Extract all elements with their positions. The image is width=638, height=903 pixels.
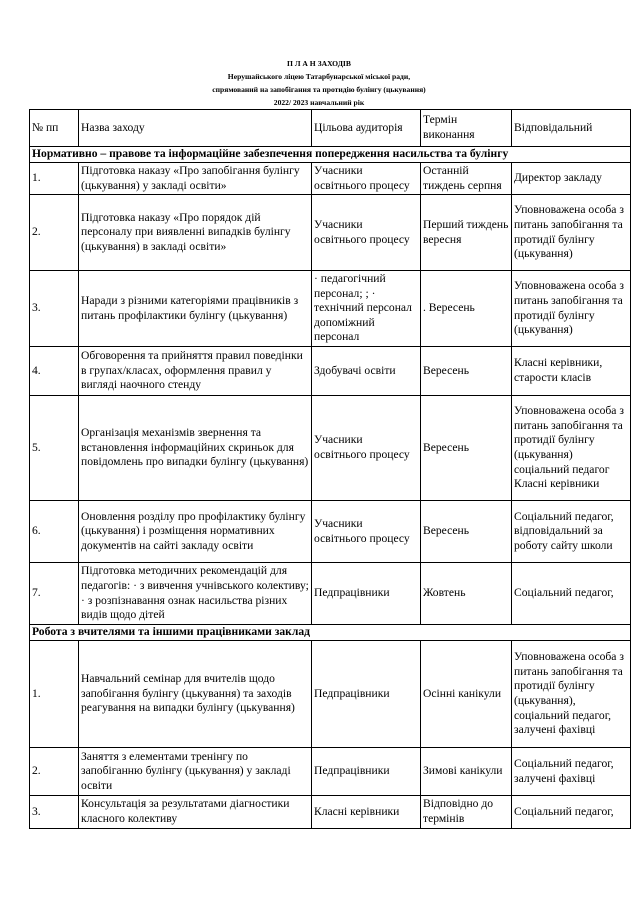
row-audience: Педпрацівники [312,563,421,625]
row-responsible: Класні керівники, старости класів [512,347,631,396]
plan-title: П Л А Н ЗАХОДІВ [287,59,351,68]
document-header [0,57,638,109]
row-term: Відповідно до термінів [421,796,512,829]
row-term: Вересень [421,347,512,396]
row-audience: Учасники освітнього процесу [312,195,421,271]
col-header-responsible: Відповідальний [512,110,631,147]
row-num: 2. [30,748,79,796]
row-num: 2. [30,195,79,271]
row-term: Осінні канікули [421,641,512,748]
row-audience: · педагогічний персонал; ; · технічний персонал допоміжний персонал [312,271,421,347]
section-row [30,625,631,641]
col-header-term: Термін виконання [421,110,512,147]
col-header-audience: Цільова аудиторія [312,110,421,147]
table-row [30,195,631,271]
row-audience: Здобувачі освіти [312,347,421,396]
row-responsible: Уповноважена особа з питань запобігання та протидії булінгу (цькування) соціальний педагог Класні керівники [512,396,631,501]
row-name: Підготовка наказу «Про порядок дій персоналу при виявленні випадків булінгу (цькування) в закладі освіти» [79,195,312,271]
table-row [30,748,631,796]
table-row [30,796,631,829]
table-row [30,347,631,396]
row-name: Наради з різними категоріями працівників з питань профілактики булінгу (цькування) [79,271,312,347]
row-audience: Учасники освітнього процесу [312,396,421,501]
row-name: Організація механізмів звернення та встановлення інформаційних скриньок для повідомлень про випадки булінгу (цькування) [79,396,312,501]
row-num: 4. [30,347,79,396]
row-term: Перший тиждень вересня [421,195,512,271]
row-name: Заняття з елементами тренінгу по запобіганню булінгу (цькування) у закладі освіти [79,748,312,796]
table-row [30,271,631,347]
row-num: 5. [30,396,79,501]
row-responsible: Уповноважена особа з питань запобігання та протидії булінгу (цькування), соціальний педагог, залучені фахівці [512,641,631,748]
row-responsible: Соціальний педагог, [512,563,631,625]
row-audience: Педпрацівники [312,748,421,796]
row-name: Навчальний семінар для вчителів щодо запобігання булінгу (цькування) та заходів реагування на випадки булінгу (цькування) [79,641,312,748]
row-responsible: Уповноважена особа з питань запобігання та протидії булінгу (цькування) [512,195,631,271]
section-row [30,147,631,163]
row-name: Підготовка наказу «Про запобігання булінгу (цькування) у закладі освіти» [79,163,312,195]
table-row [30,163,631,195]
table-row [30,501,631,563]
row-audience: Учасники освітнього процесу [312,501,421,563]
row-num: 7. [30,563,79,625]
row-term: Вересень [421,501,512,563]
col-header-name: Назва заходу [79,110,312,147]
row-responsible: Соціальний педагог, відповідальний за роботу сайту школи [512,501,631,563]
row-responsible: Директор закладу [512,163,631,195]
row-responsible: Уповноважена особа з питань запобігання та протидії булінгу (цькування) [512,271,631,347]
row-audience: Учасники освітнього процесу [312,163,421,195]
row-num: 1. [30,163,79,195]
purpose-line: спрямований на запобігання та протидію булінгу (цькування) [212,85,426,94]
row-term: Зимові канікули [421,748,512,796]
table-row [30,396,631,501]
row-term: Жовтень [421,563,512,625]
row-num: 1. [30,641,79,748]
row-num: 3. [30,271,79,347]
table-row [30,641,631,748]
row-num: 3. [30,796,79,829]
table-header-row [30,110,631,147]
institution-line: Нерушайського ліцею Татарбунарської міської ради, [227,72,411,81]
row-term: Вересень [421,396,512,501]
row-name: Підготовка методичних рекомендацій для педагогів: · з вивчення учнівського колективу; · з розпізнавання ознак насильства різних видів щодо дітей [79,563,312,625]
plan-table [29,109,631,829]
row-term: . Вересень [421,271,512,347]
row-audience: Класні керівники [312,796,421,829]
row-name: Обговорення та прийняття правил поведінки в групах/класах, оформлення правил у вигляді наочного стенду [79,347,312,396]
col-header-num: № пп [30,110,79,147]
row-audience: Педпрацівники [312,641,421,748]
row-responsible: Соціальний педагог, залучені фахівці [512,748,631,796]
table-row [30,563,631,625]
row-num: 6. [30,501,79,563]
row-name: Консультація за результатами діагностики класного колективу [79,796,312,829]
row-name: Оновлення розділу про профілактику булінгу (цькування) і розміщення нормативних документів на сайті закладу освіти [79,501,312,563]
row-responsible: Соціальний педагог, [512,796,631,829]
school-year-line: 2022/ 2023 навчальний рік [273,98,365,107]
section-title: Робота з вчителями та іншими працівниками заклад [30,625,631,641]
row-term: Останній тиждень серпня [421,163,512,195]
section-title: Нормативно – правове та інформаційне забезпечення попередження насильства та булінгу [30,147,631,163]
